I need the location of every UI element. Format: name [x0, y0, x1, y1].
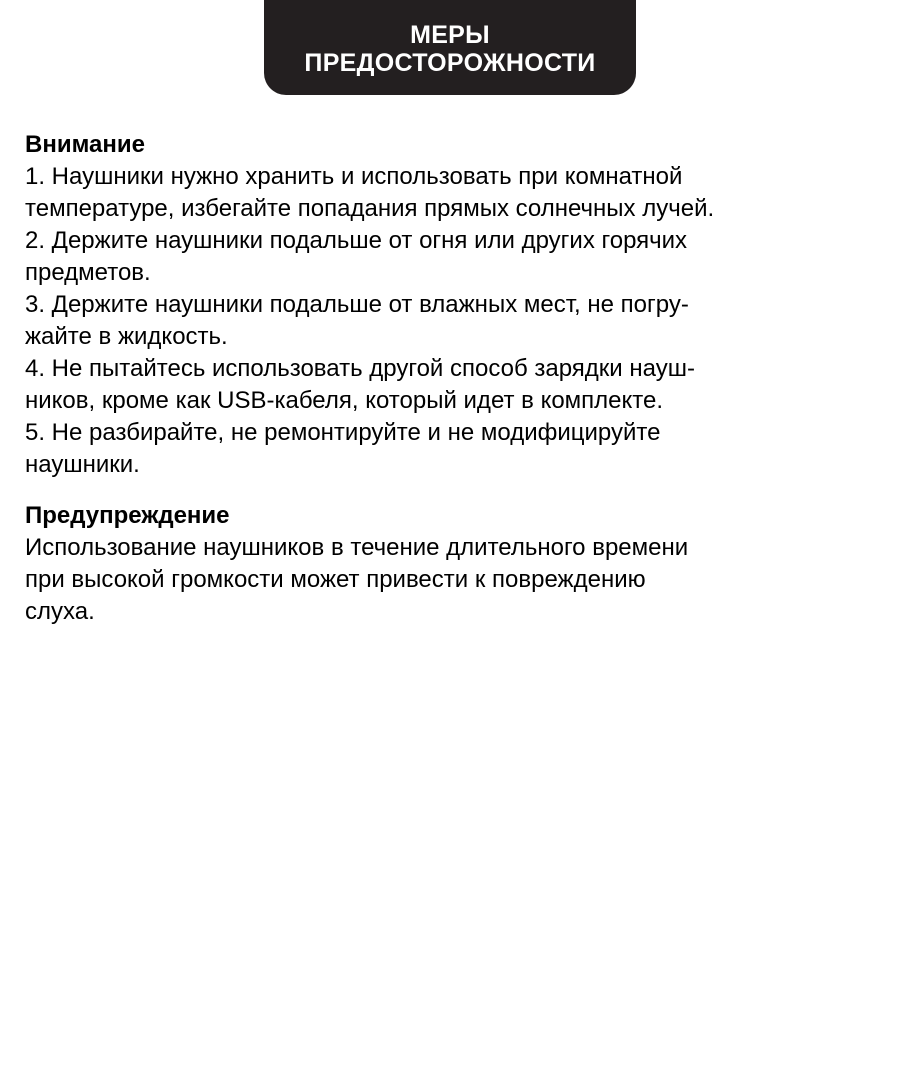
page-title-line-1: МЕРЫ: [410, 20, 490, 49]
attention-line: 2. Держите наушники подальше от огня или других горячих: [25, 227, 688, 254]
attention-line: предметов.: [25, 259, 151, 286]
attention-line: 5. Не разбирайте, не ремонтируйте и не модифицируйте: [25, 419, 661, 446]
warning-line: слуха.: [25, 598, 95, 625]
warning-title: Предупреждение: [25, 502, 230, 529]
attention-section: [25, 129, 885, 481]
precautions-content: [25, 129, 885, 628]
attention-line: наушники.: [25, 451, 140, 478]
attention-line: ников, кроме как USB-кабеля, который идет в комплекте.: [25, 387, 664, 414]
section-gap: [25, 481, 885, 500]
page-title-banner: [264, 0, 636, 95]
attention-line: 4. Не пытайтесь использовать другой способ зарядки науш-: [25, 355, 695, 382]
warning-line: при высокой громкости может привести к повреждению: [25, 566, 646, 593]
attention-line: температуре, избегайте попадания прямых солнечных лучей.: [25, 195, 715, 222]
attention-line: 1. Наушники нужно хранить и использовать при комнатной: [25, 163, 683, 190]
page-title-line-2: ПРЕДОСТОРОЖНОСТИ: [304, 48, 596, 77]
warning-line: Использование наушников в течение длительного времени: [25, 534, 689, 561]
attention-line: 3. Держите наушники подальше от влажных мест, не погру-: [25, 291, 689, 318]
warning-section: [25, 500, 885, 628]
attention-line: жайте в жидкость.: [25, 323, 228, 350]
attention-title: Внимание: [25, 131, 145, 158]
